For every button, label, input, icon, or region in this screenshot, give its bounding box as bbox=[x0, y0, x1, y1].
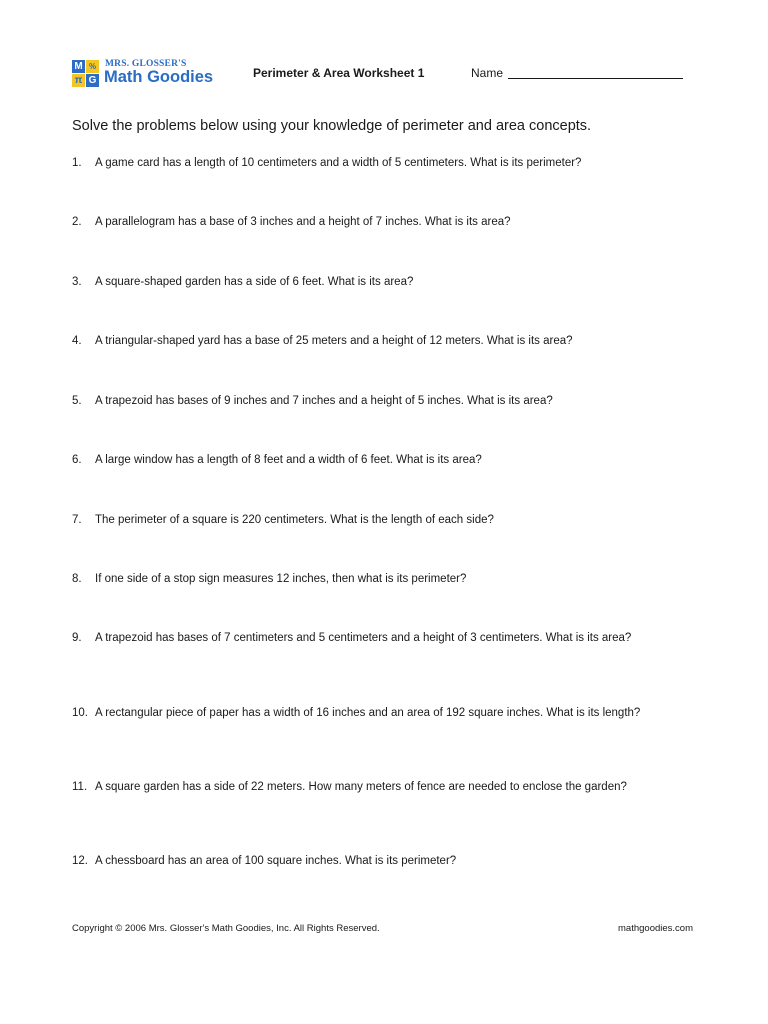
worksheet-title: Perimeter & Area Worksheet 1 bbox=[253, 66, 425, 80]
problem-number: 10. bbox=[72, 707, 88, 719]
name-label: Name bbox=[471, 66, 504, 80]
problem-text: A square-shaped garden has a side of 6 feet. What is its area? bbox=[95, 276, 414, 288]
logo-cell-percent: % bbox=[86, 60, 99, 73]
problem-number: 4. bbox=[72, 335, 82, 347]
problem-text: A trapezoid has bases of 9 inches and 7 inches and a height of 5 inches. What is its area? bbox=[95, 395, 553, 407]
problem-text: The perimeter of a square is 220 centimeters. What is the length of each side? bbox=[95, 514, 494, 526]
math-goodies-logo bbox=[72, 59, 222, 87]
logo-grid-icon bbox=[72, 60, 99, 87]
problem-text: A chessboard has an area of 100 square inches. What is its perimeter? bbox=[95, 855, 457, 867]
problem-number: 3. bbox=[72, 276, 82, 288]
problem-text: A game card has a length of 10 centimeters and a width of 5 centimeters. What is its perimeter? bbox=[95, 157, 582, 169]
logo-cell-pi: π bbox=[72, 74, 85, 87]
problem-number: 11. bbox=[72, 781, 88, 793]
problem-text: A parallelogram has a base of 3 inches and a height of 7 inches. What is its area? bbox=[95, 216, 511, 228]
problem-text: A trapezoid has bases of 7 centimeters and 5 centimeters and a height of 3 centimeters. What is its area? bbox=[95, 632, 632, 644]
problem-text: If one side of a stop sign measures 12 inches, then what is its perimeter? bbox=[95, 573, 467, 585]
logo-cell-g: G bbox=[86, 74, 99, 87]
footer-copyright: Copyright © 2006 Mrs. Glosser's Math Goodies, Inc. All Rights Reserved. bbox=[72, 923, 380, 934]
problem-number: 8. bbox=[72, 573, 82, 585]
problem-number: 1. bbox=[72, 157, 82, 169]
problem-text: A triangular-shaped yard has a base of 25 meters and a height of 12 meters. What is its area? bbox=[95, 335, 573, 347]
problem-number: 5. bbox=[72, 395, 82, 407]
logo-main-text: Math Goodies bbox=[104, 68, 214, 86]
problem-number: 12. bbox=[72, 855, 88, 867]
logo-top-text: MRS. GLOSSER'S bbox=[105, 59, 187, 69]
problem-number: 9. bbox=[72, 632, 82, 644]
footer-site-link[interactable]: mathgoodies.com bbox=[618, 923, 693, 934]
problem-text: A large window has a length of 8 feet and a width of 6 feet. What is its area? bbox=[95, 454, 482, 466]
instructions: Solve the problems below using your knowledge of perimeter and area concepts. bbox=[72, 118, 592, 134]
problem-text: A square garden has a side of 22 meters. How many meters of fence are needed to enclose the garden? bbox=[95, 781, 627, 793]
problem-number: 7. bbox=[72, 514, 82, 526]
name-field-line[interactable] bbox=[508, 78, 683, 79]
logo-cell-m: M bbox=[72, 60, 85, 73]
problem-number: 2. bbox=[72, 216, 82, 228]
problem-text: A rectangular piece of paper has a width of 16 inches and an area of 192 square inches. What is its length? bbox=[95, 707, 641, 719]
problem-number: 6. bbox=[72, 454, 82, 466]
